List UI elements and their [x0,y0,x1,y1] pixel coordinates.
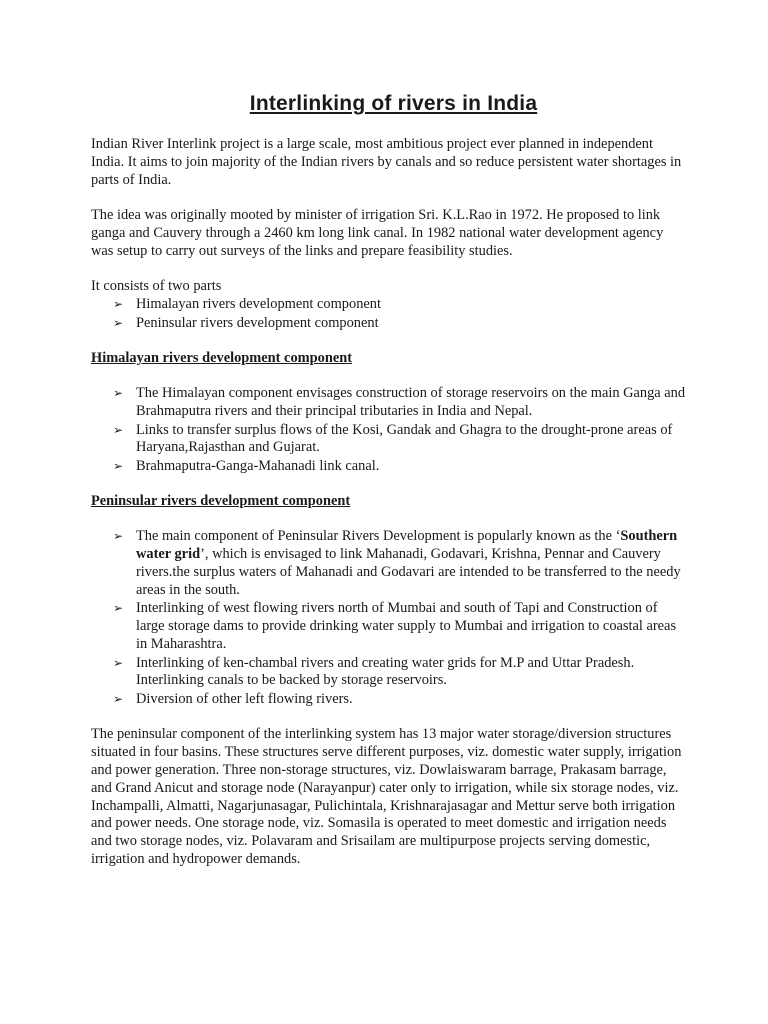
arrow-bullet-icon: ➢ [113,315,124,330]
list-item: ➢ Interlinking of ken-chambal rivers and creating water grids for M.P and Uttar Pradesh. Interlinking canals to be backed by storage reservoirs. [113,654,635,689]
arrow-bullet-icon: ➢ [113,691,124,706]
himalayan-heading: Himalayan rivers development component [91,349,353,366]
list-item: ➢ Brahmaputra-Ganga-Mahanadi link canal. [113,457,380,474]
peninsular-list [91,528,688,708]
intro-paragraph: Indian River Interlink project is a large scale, most ambitious project ever planned in independent India. It aims to join majority of the Indian rivers by canals and so reduce persistent water shortages in parts of India. [91,136,682,188]
himalayan-list [91,385,688,476]
list-item: ➢ Interlinking of west flowing rivers north of Mumbai and south of Tapi and Construction of large storage dams to provide drinking water supply to Mumbai and irrigation to coastal areas in Maharashtra. [113,600,677,652]
list-item: ➢ Himalayan rivers development component [113,296,381,313]
parts-list [91,296,688,332]
list-item: ➢ Diversion of other left flowing rivers. [113,690,353,707]
southern-water-grid-term: Southern water grid [136,528,678,563]
arrow-bullet-icon: ➢ [113,601,124,616]
arrow-bullet-icon: ➢ [113,297,124,312]
parts-intro: It consists of two parts [91,278,222,295]
arrow-bullet-icon: ➢ [113,458,124,473]
arrow-bullet-icon: ➢ [113,655,124,670]
list-item: ➢ Links to transfer surplus flows of the Kosi, Gandak and Ghagra to the drought-prone areas of Haryana,Rajasthan and Gujarat. [113,421,673,456]
arrow-bullet-icon: ➢ [113,529,124,544]
list-item: ➢ Peninsular rivers development component [113,314,379,331]
peninsular-heading: Peninsular rivers development component [91,492,351,509]
list-item: ➢ The Himalayan component envisages construction of storage reservoirs on the main Ganga and Brahmaputra rivers and their principal tributaries in India and Nepal. [113,385,686,419]
structures-paragraph: The peninsular component of the interlinking system has 13 major water storage/diversion structures situated in four basins. These structures serve different purposes, viz. domestic water supply, irrigation and power generation. Three non-storage structures, viz. Dowlaiswaram barrage, Prakasam barrage, and Grand Anicut and storage node (Narayanpur) cater only to irrigation, while six storage nodes, viz. Inchampalli, Almatti, Nagarjunasagar, Pulichintala, Krishnarajasagar and Mettur serve both irrigation and power needs. One storage node, viz. Somasila is operated to meet domestic and irrigation needs and two storage nodes, viz. Polavaram and Srisailam are multipurpose projects serving domestic, irrigation and hydropower demands. [91,726,682,868]
arrow-bullet-icon: ➢ [113,386,124,401]
arrow-bullet-icon: ➢ [113,422,124,437]
list-item: ➢ The main component of Peninsular Rivers Development is popularly known as the ‘Southern water grid’, which is envisaged to link Mahanadi, Godavari, Krishna, Pennar and Cauvery rivers.the surplus waters of Mahanadi and Godavari are intended to be transferred to the needy areas in the south. [113,528,681,598]
history-paragraph: The idea was originally mooted by minister of irrigation Sri. K.L.Rao in 1972. He proposed to link ganga and Cauvery through a 2460 km long link canal. In 1982 national water development agency was setup to carry out surveys of the links and prepare feasibility studies. [91,207,664,259]
page-title: Interlinking of rivers in India [249,92,538,115]
